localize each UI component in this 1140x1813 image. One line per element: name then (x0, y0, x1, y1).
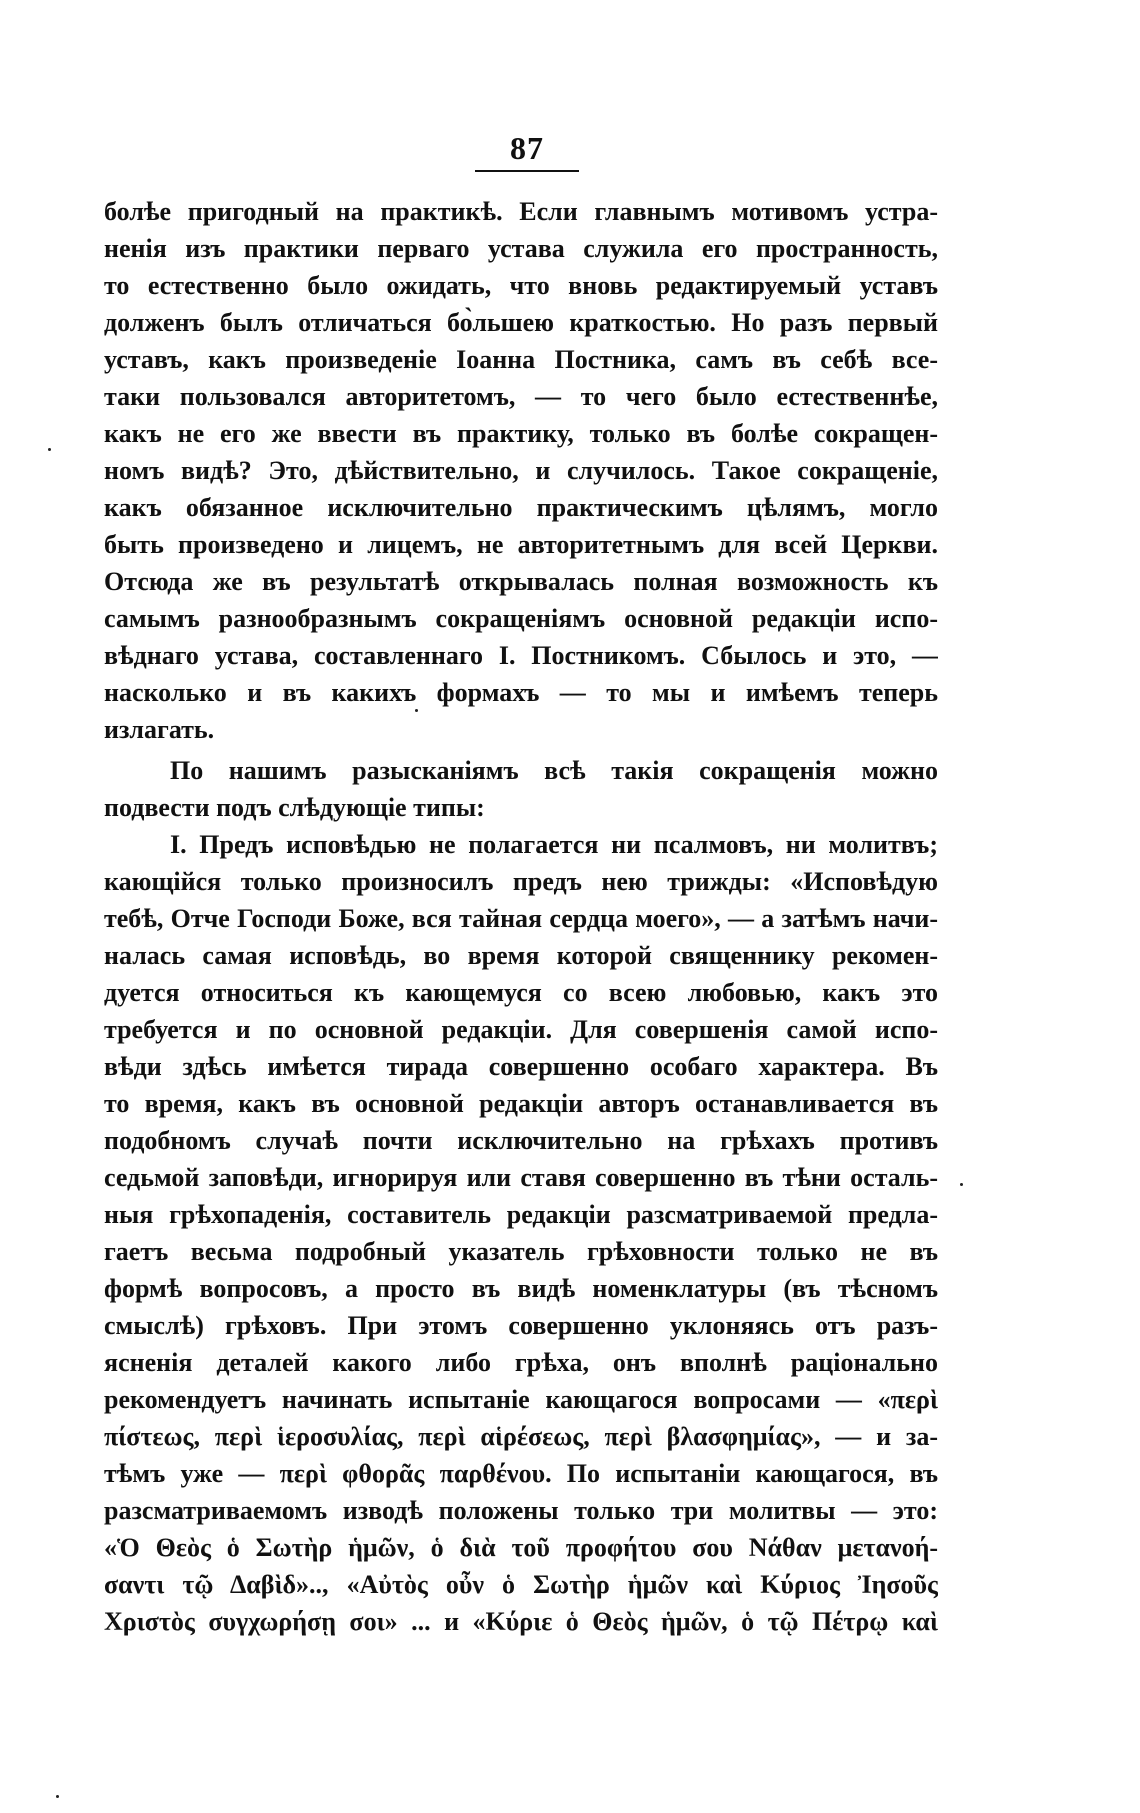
scan-speck (960, 1183, 963, 1186)
body-text (104, 193, 938, 1640)
scan-speck (48, 448, 51, 451)
text-line: тебѣ, Отче Господи Боже, вся тайная сердца моего», — а затѣмъ начи- (104, 904, 938, 933)
text-line: дуется относиться къ кающемуся со всею любовью, какъ это (104, 978, 938, 1007)
page-number: 87 (510, 130, 544, 166)
text-line: болѣе пригодный на практикѣ. Если главнымъ мотивомъ устра- (104, 197, 938, 226)
text-line: «Ὁ Θεὸς ὁ Σωτὴρ ἡμῶν, ὁ διὰ τοῦ προφήτου σου Νάθαν μετανοή- (104, 1533, 938, 1562)
text-line: седьмой заповѣди, игнорируя или ставя совершенно въ тѣни осталь- (104, 1163, 938, 1192)
text-line: подобномъ случаѣ почти исключительно на грѣхахъ противъ (104, 1126, 938, 1155)
text-line: какъ не его же ввести въ практику, только въ болѣе сокращен- (104, 419, 938, 448)
paragraph-2 (104, 752, 938, 826)
text-line: таки пользовался авторитетомъ, — то чего было естественнѣе, (104, 382, 938, 411)
text-line: смыслѣ) грѣховъ. При этомъ совершенно уклоняясь отъ разъ- (104, 1311, 938, 1340)
text-line: кающійся только произносилъ предъ нею трижды: «Исповѣдую (104, 867, 938, 896)
text-line: подвести подъ слѣдующіе типы: (104, 793, 485, 822)
text-line: долженъ былъ отличаться бо̀льшею краткостью. Но разъ первый (104, 308, 938, 337)
text-line: σαντι τῷ Δαβὶδ».., «Αὐτὸς οὖν ὁ Σωτὴρ ἡμῶν καὶ Κύριος Ἰησοῦς (104, 1570, 938, 1599)
text-line: насколько и въ какихъ формахъ — то мы и имѣемъ теперь (104, 678, 938, 707)
paragraph-1 (104, 193, 938, 748)
text-line: разсматриваемомъ изводѣ положены только три молитвы — это: (104, 1496, 938, 1525)
text-line: то естественно было ожидать, что вновь редактируемый уставъ (104, 271, 938, 300)
text-line: Отсюда же въ результатѣ открывалась полная возможность къ (104, 567, 938, 596)
text-line: πίστεως, περὶ ἱεροσυλίας, περὶ αἱρέσεως, περὶ βλασφημίας», — и за- (104, 1422, 938, 1451)
text-line: Χριστὸς συγχωρήσῃ σοι» ... и «Κύριε ὁ Θεὸς ἡμῶν, ὁ τῷ Πέτρῳ καὶ (104, 1607, 938, 1636)
text-line: излагать. (104, 715, 215, 744)
text-line: вѣди здѣсь имѣется тирада совершенно особаго характера. Въ (104, 1052, 938, 1081)
text-line: тѣмъ уже — περὶ φθορᾶς παρθένου. По испытаніи кающагося, въ (104, 1459, 938, 1488)
text-line: ныя грѣхопаденія, составитель редакціи разсматриваемой предла- (104, 1200, 938, 1229)
text-line: I. Предъ исповѣдью не полагается ни псалмовъ, ни молитвъ; (170, 830, 938, 859)
text-line: номъ видѣ? Это, дѣйствительно, и случилось. Такое сокращеніе, (104, 456, 938, 485)
text-line: требуется и по основной редакціи. Для совершенія самой испо- (104, 1015, 938, 1044)
text-line: рекомендуетъ начинать испытаніе кающагося вопросами — «περὶ (104, 1385, 938, 1414)
text-line: ненія изъ практики перваго устава служила его пространность, (104, 234, 938, 263)
scan-speck (56, 1795, 59, 1798)
text-line: какъ обязанное исключительно практическимъ цѣлямъ, могло (104, 493, 938, 522)
text-line: ясненія деталей какого либо грѣха, онъ вполнѣ раціонально (104, 1348, 938, 1377)
text-line: уставъ, какъ произведеніе Іоанна Постника, самъ въ себѣ все- (104, 345, 938, 374)
text-line: самымъ разнообразнымъ сокращеніямъ основной редакціи испо- (104, 604, 938, 633)
text-line: вѣднаго устава, составленнаго І. Постникомъ. Сбылось и это, — (104, 641, 938, 670)
text-line: По нашимъ разысканіямъ всѣ такія сокращенія можно (170, 756, 938, 785)
text-line: гаетъ весьма подробный указатель грѣховности только не въ (104, 1237, 938, 1266)
text-line: налась самая исповѣдь, во время которой священнику рекомен- (104, 941, 938, 970)
paragraph-3 (104, 826, 938, 1640)
scan-speck (415, 709, 418, 712)
text-line: то время, какъ въ основной редакціи авторъ останавливается въ (104, 1089, 938, 1118)
text-line: формѣ вопросовъ, а просто въ видѣ номенклатуры (въ тѣсномъ (104, 1274, 938, 1303)
text-line: быть произведено и лицемъ, не авторитетнымъ для всей Церкви. (104, 530, 938, 559)
page-number-rule (475, 170, 579, 172)
